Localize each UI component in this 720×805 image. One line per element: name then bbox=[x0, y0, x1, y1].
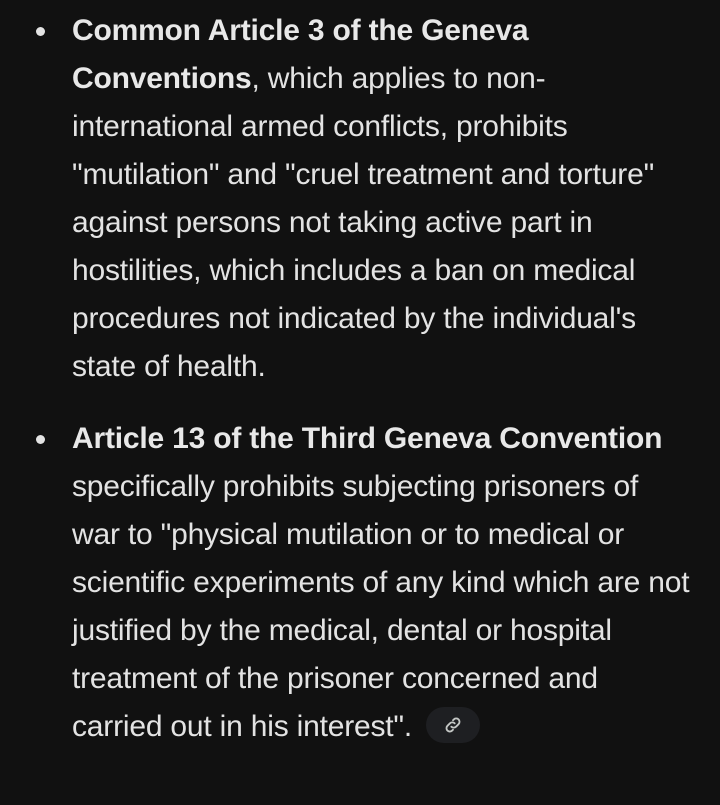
item-heading: Common Article 3 of the Geneva Conventions bbox=[72, 14, 529, 95]
list-item bbox=[0, 415, 720, 751]
bullet-list bbox=[0, 7, 720, 751]
link-icon bbox=[443, 715, 463, 735]
list-item bbox=[0, 7, 720, 391]
bullet-icon bbox=[36, 435, 45, 444]
item-text: , which applies to non-international armed conflicts, prohibits "mutilation" and "cruel treatment and torture" against persons not taking active part in hostilities, which includes a ban on medical procedures not indicated by the individual's state of health. bbox=[72, 62, 655, 383]
bullet-icon bbox=[36, 27, 45, 36]
item-heading: Article 13 of the Third Geneva Convention bbox=[72, 422, 663, 455]
source-link-button[interactable] bbox=[426, 707, 480, 743]
item-text: specifically prohibits subjecting prisoners of war to "physical mutilation or to medical or scientific experiments of any kind which are not justified by the medical, dental or hospital treatment of the prisoner concerned and carried out in his interest". bbox=[72, 470, 690, 743]
